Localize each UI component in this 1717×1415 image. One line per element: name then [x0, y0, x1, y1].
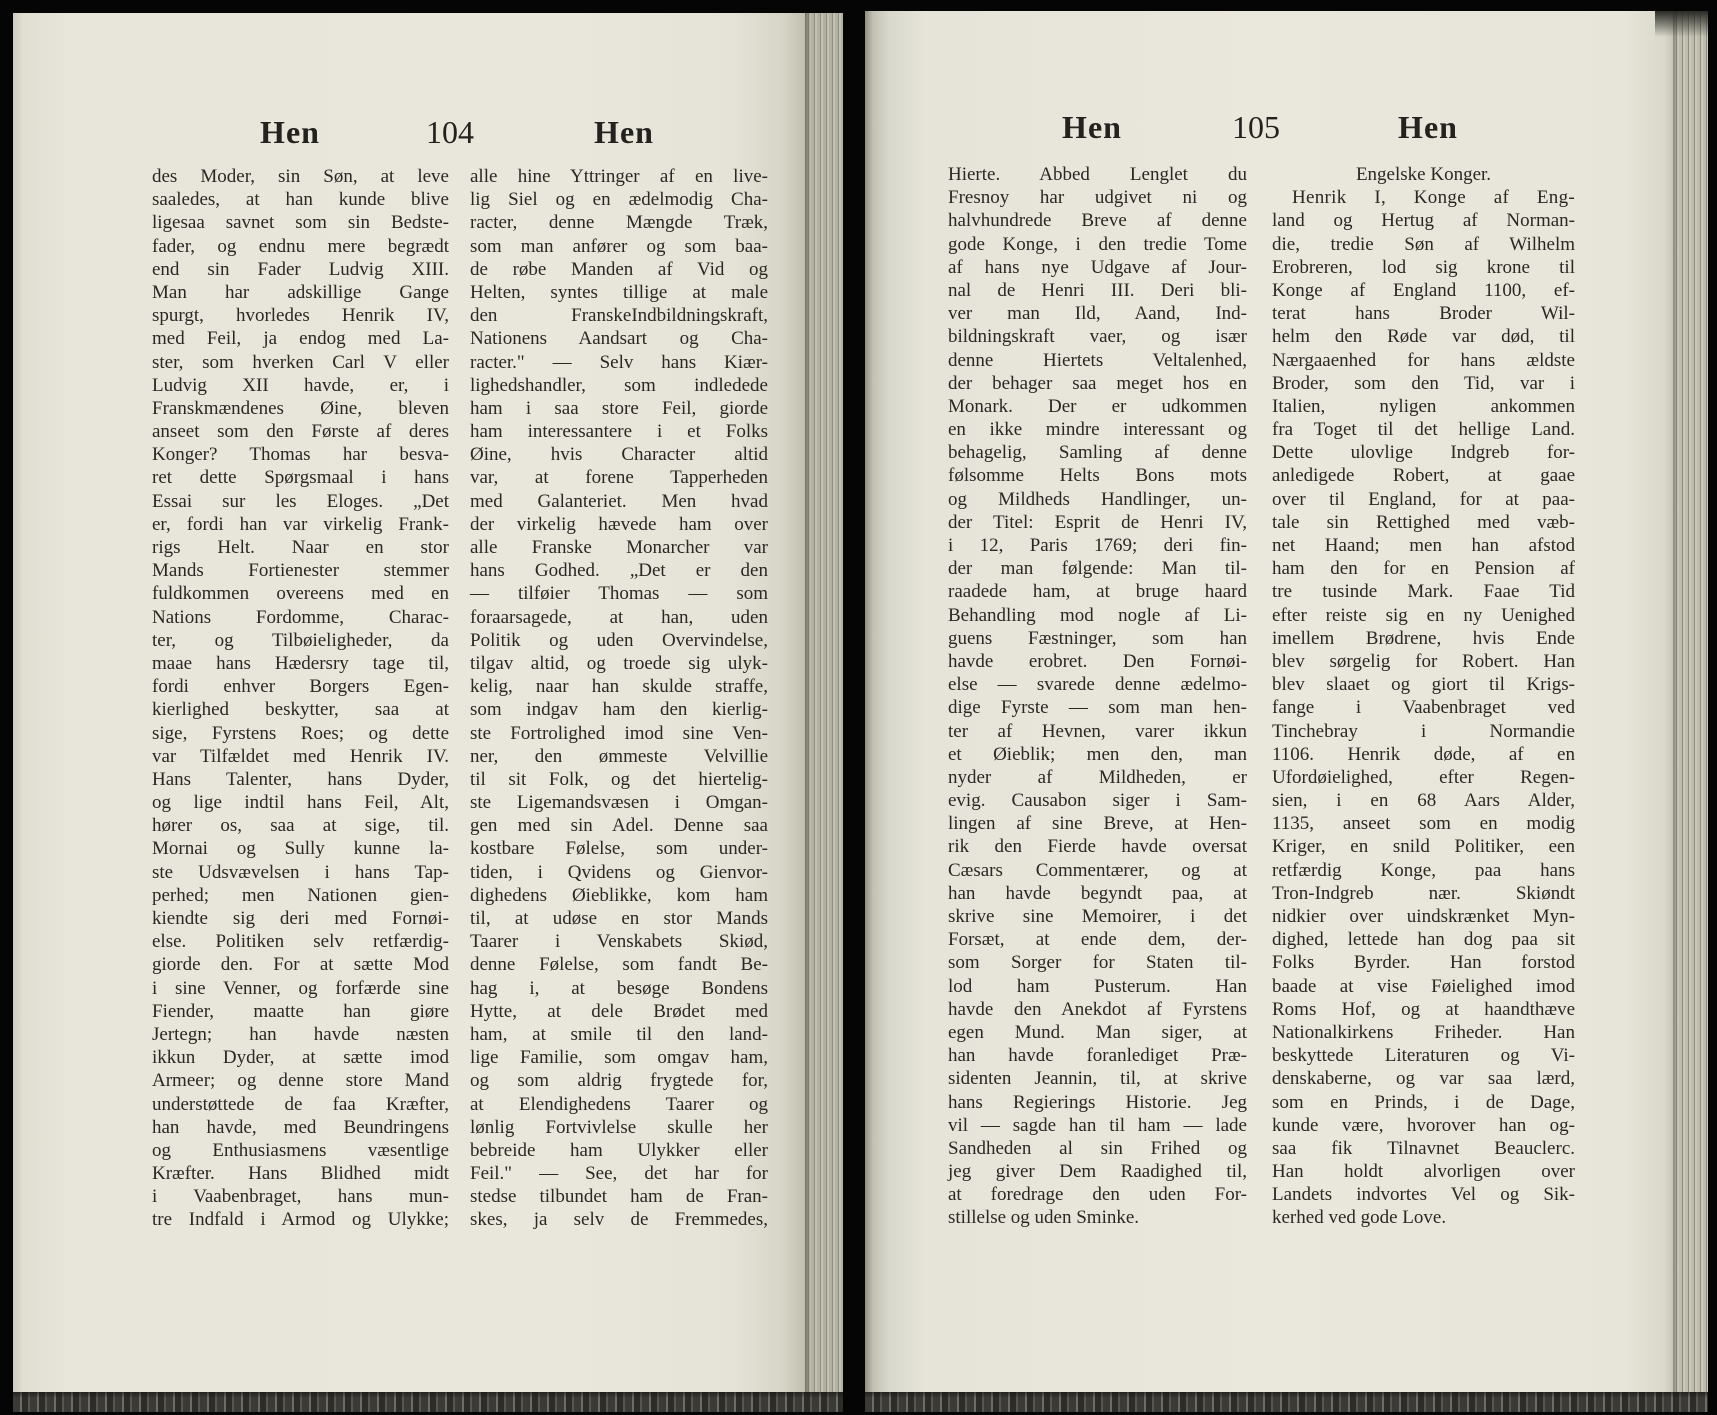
text-line: alle hine Yttringer af en live-: [470, 166, 768, 187]
text-line: else — svarede denne ædelmo-: [948, 674, 1247, 696]
text-column-left: [152, 165, 449, 1232]
text-line: Feil." — See, det har for: [470, 1163, 768, 1185]
book-bottom-edge-right: [865, 1392, 1708, 1412]
text-line: som Sorger for Staten til-: [948, 952, 1247, 974]
text-line: havde den Anekdot af Fyrstens: [948, 998, 1247, 1020]
text-line: i Vaabenbraget, hans mun-: [152, 1186, 449, 1208]
text-line: Konge af England 1100, ef-: [1272, 279, 1575, 301]
text-line: hag i, at besøge Bondens: [470, 977, 768, 999]
text-line: retfærdig Konge, paa hans: [1272, 859, 1575, 881]
text-line: en ikke mindre interessant og: [948, 419, 1247, 441]
text-line: stedse tilbundet ham de Fran-: [470, 1186, 768, 1208]
text-line: rik den Fierde havde oversat: [948, 836, 1247, 858]
text-line: land og Hertug af Norman-: [1272, 210, 1575, 232]
text-line: tre tusinde Mark. Faae Tid: [1272, 581, 1575, 603]
text-line: Italien, nyligen ankommen: [1272, 395, 1575, 417]
text-line: med Feil, ja endog med La-: [152, 328, 449, 350]
text-line: nyder af Mildheden, er: [948, 766, 1247, 788]
text-line: ste Fortrolighed imod sine Ven-: [470, 722, 768, 744]
text-line: beskyttede Literaturen og Vi-: [1272, 1045, 1575, 1067]
text-line: dighed, lettede han dog paa sit: [1272, 929, 1575, 951]
text-line: i 12, Paris 1769; deri fin-: [948, 535, 1247, 556]
text-line: lønlig Fortvivlelse skulle her: [470, 1116, 768, 1138]
text-line: kostbare Følelse, som under-: [470, 838, 768, 860]
text-line: og lige indtil hans Feil, Alt,: [152, 792, 449, 814]
text-line: racter, denne Mængde Træk,: [470, 212, 768, 234]
text-line: den FranskeIndbildningskraft,: [470, 305, 768, 327]
text-line: fange i Vaabenbraget ved: [1272, 697, 1575, 719]
text-line: gode Konge, i den tredie Tome: [948, 233, 1247, 255]
page-number: 105: [1232, 109, 1280, 145]
text-line: egen Mund. Man siger, at: [948, 1021, 1247, 1043]
text-line: Nations Fordomme, Charac-: [152, 606, 449, 628]
text-line: anseet som den Første af deres: [152, 421, 449, 443]
text-line: Nationalkirkens Friheder. Han: [1272, 1021, 1575, 1043]
text-line: Nærgaaenhed for hans ældste: [1272, 349, 1575, 371]
text-line: Roms Hof, og at haandthæve: [1272, 998, 1575, 1020]
text-line: net Haand; men han afstod: [1272, 535, 1575, 556]
text-line: fuldkommen overeens med en: [152, 583, 449, 605]
text-line: Politik og uden Overvindelse,: [470, 629, 768, 651]
text-line: imellem Brødrene, hvis Ende: [1272, 627, 1575, 649]
text-line: die, tredie Søn af Wilhelm: [1272, 233, 1575, 255]
text-line: af hans nye Udgave af Jour-: [948, 256, 1247, 278]
text-line: skes, ja selv de Fremmedes,: [470, 1209, 768, 1231]
text-line: sidenten Jeannin, til, at skrive: [948, 1068, 1247, 1090]
text-line: kelig, naar han skulde straffe,: [470, 676, 768, 698]
text-line: tilgav altid, og troede sig ulyk-: [470, 652, 768, 674]
text-line: Hierte. Abbed Lenglet du: [948, 164, 1247, 185]
text-line: tiden, i Qvidens og Gienvor-: [470, 861, 768, 883]
running-head-right: Hen: [594, 114, 654, 150]
text-line: rigs Helt. Naar en stor: [152, 537, 449, 558]
text-line: Hans Talenter, hans Dyder,: [152, 768, 449, 790]
text-line: saaledes, at han kunde blive: [152, 189, 449, 211]
text-column-left: [948, 163, 1247, 1230]
text-line: er, fordi han var virkelig Frank-: [152, 513, 449, 535]
text-line: lingen af sine Breve, at Hen-: [948, 813, 1247, 835]
text-line: des Moder, sin Søn, at leve: [152, 166, 449, 187]
text-line: han havde begyndt paa, at: [948, 882, 1247, 904]
text-line: tale sin Rettighed med væb-: [1272, 511, 1575, 533]
text-line: maae hans Hædersry tage til,: [152, 652, 449, 674]
text-line: ste Udsvævelsen i hans Tap-: [152, 861, 449, 883]
text-line: hører os, saa at sige, til.: [152, 815, 449, 837]
text-line: alle Franske Monarcher var: [470, 537, 768, 558]
text-line: giorde den. For at sætte Mod: [152, 954, 449, 976]
text-line: ham, at smile til den land-: [470, 1023, 768, 1045]
text-line: racter." — Selv hans Kiær-: [470, 351, 768, 373]
text-line: Armeer; og denne store Mand: [152, 1070, 449, 1092]
text-line: som en Prinds, i de Dage,: [1272, 1091, 1575, 1113]
text-line: Tinchebray i Normandie: [1272, 720, 1575, 742]
text-line: Øine, hvis Character altid: [470, 444, 768, 466]
text-line: der man følgende: Man til-: [948, 558, 1247, 580]
text-line: Man har adskillige Gange: [152, 281, 449, 303]
text-line: Mornai og Sully kunne la-: [152, 838, 449, 860]
text-line: 1135, anseet som en modig: [1272, 813, 1575, 835]
text-line: terat hans Broder Wil-: [1272, 303, 1575, 325]
text-line: Landets indvortes Vel og Sik-: [1272, 1184, 1575, 1206]
text-line: Han holdt alvorligen over: [1272, 1161, 1575, 1183]
text-line: Hytte, at dele Brødet med: [470, 1000, 768, 1022]
text-line: sien, i en 68 Aars Alder,: [1272, 790, 1575, 812]
text-line: stillelse og uden Sminke.: [948, 1207, 1140, 1229]
text-line: til sit Folk, og det hiertelig-: [470, 768, 768, 790]
text-line: der Titel: Esprit de Henri IV,: [948, 511, 1247, 533]
text-line: bildningskraft vaer, og især: [948, 326, 1247, 348]
text-line: perhed; men Nationen gien-: [152, 884, 449, 906]
text-line: lighedshandler, som indledede: [470, 374, 768, 396]
text-line: bebreide ham Ulykker eller: [470, 1139, 768, 1161]
text-line: kerhed ved gode Love.: [1272, 1207, 1447, 1229]
text-line: efter reiste sig en ny Uenighed: [1272, 604, 1575, 626]
text-line: ikkun Dyder, at sætte imod: [152, 1047, 449, 1069]
text-line: — tilføier Thomas — som: [470, 583, 768, 605]
text-line: kunde være, hvorover han og-: [1272, 1114, 1575, 1136]
page-corner-shadow: [1655, 11, 1708, 37]
text-line: denskaberne, og var saa lærd,: [1272, 1068, 1575, 1090]
text-line: skrive sine Memoirer, i det: [948, 906, 1247, 927]
text-column-right: [470, 165, 768, 1232]
text-line: spurgt, hvorledes Henrik IV,: [152, 305, 449, 327]
text-line: guens Fæstninger, som han: [948, 627, 1247, 649]
text-line: og Enthusiasmens væsentlige: [152, 1139, 449, 1161]
text-line: kierlighed beskytter, saa at: [152, 699, 449, 721]
text-line: ter af Hevnen, varer ikkun: [948, 720, 1247, 742]
text-line: Franskmændenes Øine, bleven: [152, 397, 449, 419]
text-line: Folks Byrder. Han forstod: [1272, 952, 1575, 974]
text-line: fra Toget til det hellige Land.: [1272, 419, 1575, 441]
text-line: Jertegn; han havde næsten: [152, 1023, 449, 1045]
text-line: sige, Fyrstens Roes; og dette: [152, 722, 449, 744]
text-line: Dette ulovlige Indgreb for-: [1272, 442, 1575, 464]
text-line: og Mildheds Handlinger, un-: [948, 488, 1247, 510]
text-line: Konger? Thomas har besva-: [152, 444, 449, 466]
text-line: baade at vise Føielighed imod: [1272, 975, 1575, 997]
text-line: Kræfter. Hans Blidhed midt: [152, 1163, 449, 1185]
text-line: ret dette Spørgsmaal i hans: [152, 467, 449, 489]
text-line: Forsæt, at ende dem, der-: [948, 929, 1247, 951]
text-line: Taarer i Venskabets Skiød,: [470, 931, 768, 953]
text-line: de røbe Manden af Vid og: [470, 258, 768, 280]
text-line: blev slaaet og giort til Krigs-: [1272, 674, 1575, 696]
running-head-left: Hen: [260, 114, 320, 150]
text-column-right: [1272, 163, 1575, 1230]
text-line: ham interessantere i et Folks: [470, 421, 768, 443]
text-line: denne Følelse, som fandt Be-: [470, 954, 768, 976]
text-line: gen med sin Adel. Denne saa: [470, 815, 768, 837]
text-line: Nationens Aandsart og Cha-: [470, 328, 768, 350]
text-line: kiendte sig deri med Fornøi-: [152, 908, 449, 929]
text-line: Helten, syntes tillige at male: [470, 281, 768, 303]
text-line: ligesaa savnet som sin Bedste-: [152, 212, 449, 234]
text-line: Broder, som den Tid, var i: [1272, 372, 1575, 394]
text-line: i sine Venner, og forfærde sine: [152, 977, 449, 999]
text-line: dige Fyrste — som man hen-: [948, 697, 1247, 719]
text-line: helm den Røde var død, til: [1272, 326, 1575, 348]
text-line: jeg giver Dem Raadighed til,: [948, 1161, 1247, 1183]
text-line: Behandling mod nogle af Li-: [948, 604, 1247, 626]
text-line: saa fik Tilnavnet Beauclerc.: [1272, 1137, 1575, 1159]
text-line: Sandheden al sin Frihed og: [948, 1137, 1247, 1159]
text-line: raadede ham, at bruge haard: [948, 581, 1247, 603]
text-line: som man anfører og som baa-: [470, 235, 768, 257]
text-line: understøttede de faa Kræfter,: [152, 1093, 449, 1115]
text-line: var, at forene Tapperheden: [470, 467, 768, 489]
text-line: blev sørgelig for Robert. Han: [1272, 650, 1575, 672]
text-line: og som aldrig frygtede for,: [470, 1070, 768, 1092]
text-line: dighedens Øieblikke, kom ham: [470, 884, 768, 906]
text-line: Fiender, maatte han giøre: [152, 1000, 449, 1022]
text-line: evig. Causabon siger i Sam-: [948, 790, 1247, 812]
text-line: der behager saa meget hos en: [948, 372, 1247, 394]
text-line: ham i saa store Feil, giorde: [470, 397, 768, 419]
text-line: han havde foranlediget Præ-: [948, 1045, 1247, 1067]
right-page: [865, 11, 1708, 1392]
text-line: halvhundrede Breve af denne: [948, 210, 1247, 232]
text-line: ste Ligemandsvæsen i Omgan-: [470, 792, 768, 814]
text-line: Ludvig XII havde, er, i: [152, 374, 449, 396]
section-heading: Engelske Konger.: [1355, 164, 1492, 185]
fore-edge-pages: [1673, 11, 1708, 1392]
text-line: at Elendighedens Taarer og: [470, 1093, 768, 1115]
text-line: at foredrage den uden For-: [948, 1184, 1247, 1206]
left-page: [13, 13, 843, 1392]
text-line: Monark. Der er udkommen: [948, 395, 1247, 417]
text-line: Essai sur les Eloges. „Det: [152, 490, 449, 512]
text-line: end sin Fader Ludvig XIII.: [152, 258, 449, 280]
text-line: foraarsagede, at han, uden: [470, 606, 768, 628]
text-line: Tron-Indgreb nær. Skiøndt: [1272, 882, 1575, 904]
text-line: vil — sagde han til ham — lade: [948, 1114, 1247, 1136]
text-line: til, at udøse en stor Mands: [470, 908, 768, 929]
text-line: ter, og Tilbøieligheder, da: [152, 629, 449, 651]
book-bottom-edge-left: [13, 1392, 843, 1412]
text-line: hans Regierings Historie. Jeg: [948, 1091, 1247, 1113]
text-line: lod ham Pusterum. Han: [948, 975, 1247, 997]
text-line: Erobreren, lod sig krone til: [1272, 256, 1575, 278]
text-line: ver man Ild, Aand, Ind-: [948, 303, 1247, 325]
text-line: var Tilfældet med Henrik IV.: [152, 745, 449, 767]
text-line: ster, som hverken Carl V eller: [152, 351, 449, 373]
text-line: tre Indfald i Armod og Ulykke;: [152, 1209, 449, 1231]
text-line: han havde, med Beundringens: [152, 1116, 449, 1138]
text-line: 1106. Henrik døde, af en: [1272, 743, 1575, 765]
text-line: denne Hiertets Veltalenhed,: [948, 349, 1247, 371]
text-line: nal de Henri III. Deri bli-: [948, 279, 1247, 301]
text-line: else. Politiken selv retfærdig-: [152, 931, 449, 953]
text-line: et Øieblik; men den, man: [948, 743, 1247, 765]
page-number: 104: [426, 114, 474, 150]
text-line: følsomme Helts Bons mots: [948, 465, 1247, 487]
text-line: ner, den ømmeste Velvillie: [470, 745, 768, 767]
text-line: anledigede Robert, at gaae: [1272, 465, 1575, 487]
text-line: lige Familie, som omgav ham,: [470, 1047, 768, 1069]
text-line: behagelig, Samling af denne: [948, 442, 1247, 464]
text-line: Fresnoy har udgivet ni og: [948, 187, 1247, 209]
text-line: nidkier over uindskrænket Myn-: [1272, 906, 1575, 927]
text-line: med Galanteriet. Men hvad: [470, 490, 768, 512]
text-line: havde erobret. Den Fornøi-: [948, 650, 1247, 672]
text-line: Henrik I, Konge af Eng-: [1292, 187, 1575, 209]
text-line: der virkelig hævede ham over: [470, 513, 768, 535]
text-line: ham den for en Pension af: [1272, 558, 1575, 580]
text-line: fader, og endnu mere begrædt: [152, 235, 449, 257]
text-line: Ufordøielighed, efter Regen-: [1272, 766, 1575, 788]
text-line: Cæsars Commentærer, og at: [948, 859, 1247, 881]
running-head-right: Hen: [1398, 109, 1458, 145]
text-line: som indgav ham den kierlig-: [470, 699, 768, 721]
gutter-page-edges: [805, 13, 843, 1392]
text-line: hans Godhed. „Det er den: [470, 560, 768, 582]
text-line: fordi enhver Borgers Egen-: [152, 676, 449, 698]
text-line: lig Siel og en ædelmodig Cha-: [470, 189, 768, 211]
text-line: over til England, for at paa-: [1272, 488, 1575, 510]
text-line: Kriger, en snild Politiker, een: [1272, 836, 1575, 858]
text-line: Mands Fortienester stemmer: [152, 560, 449, 582]
running-head-left: Hen: [1062, 109, 1122, 145]
